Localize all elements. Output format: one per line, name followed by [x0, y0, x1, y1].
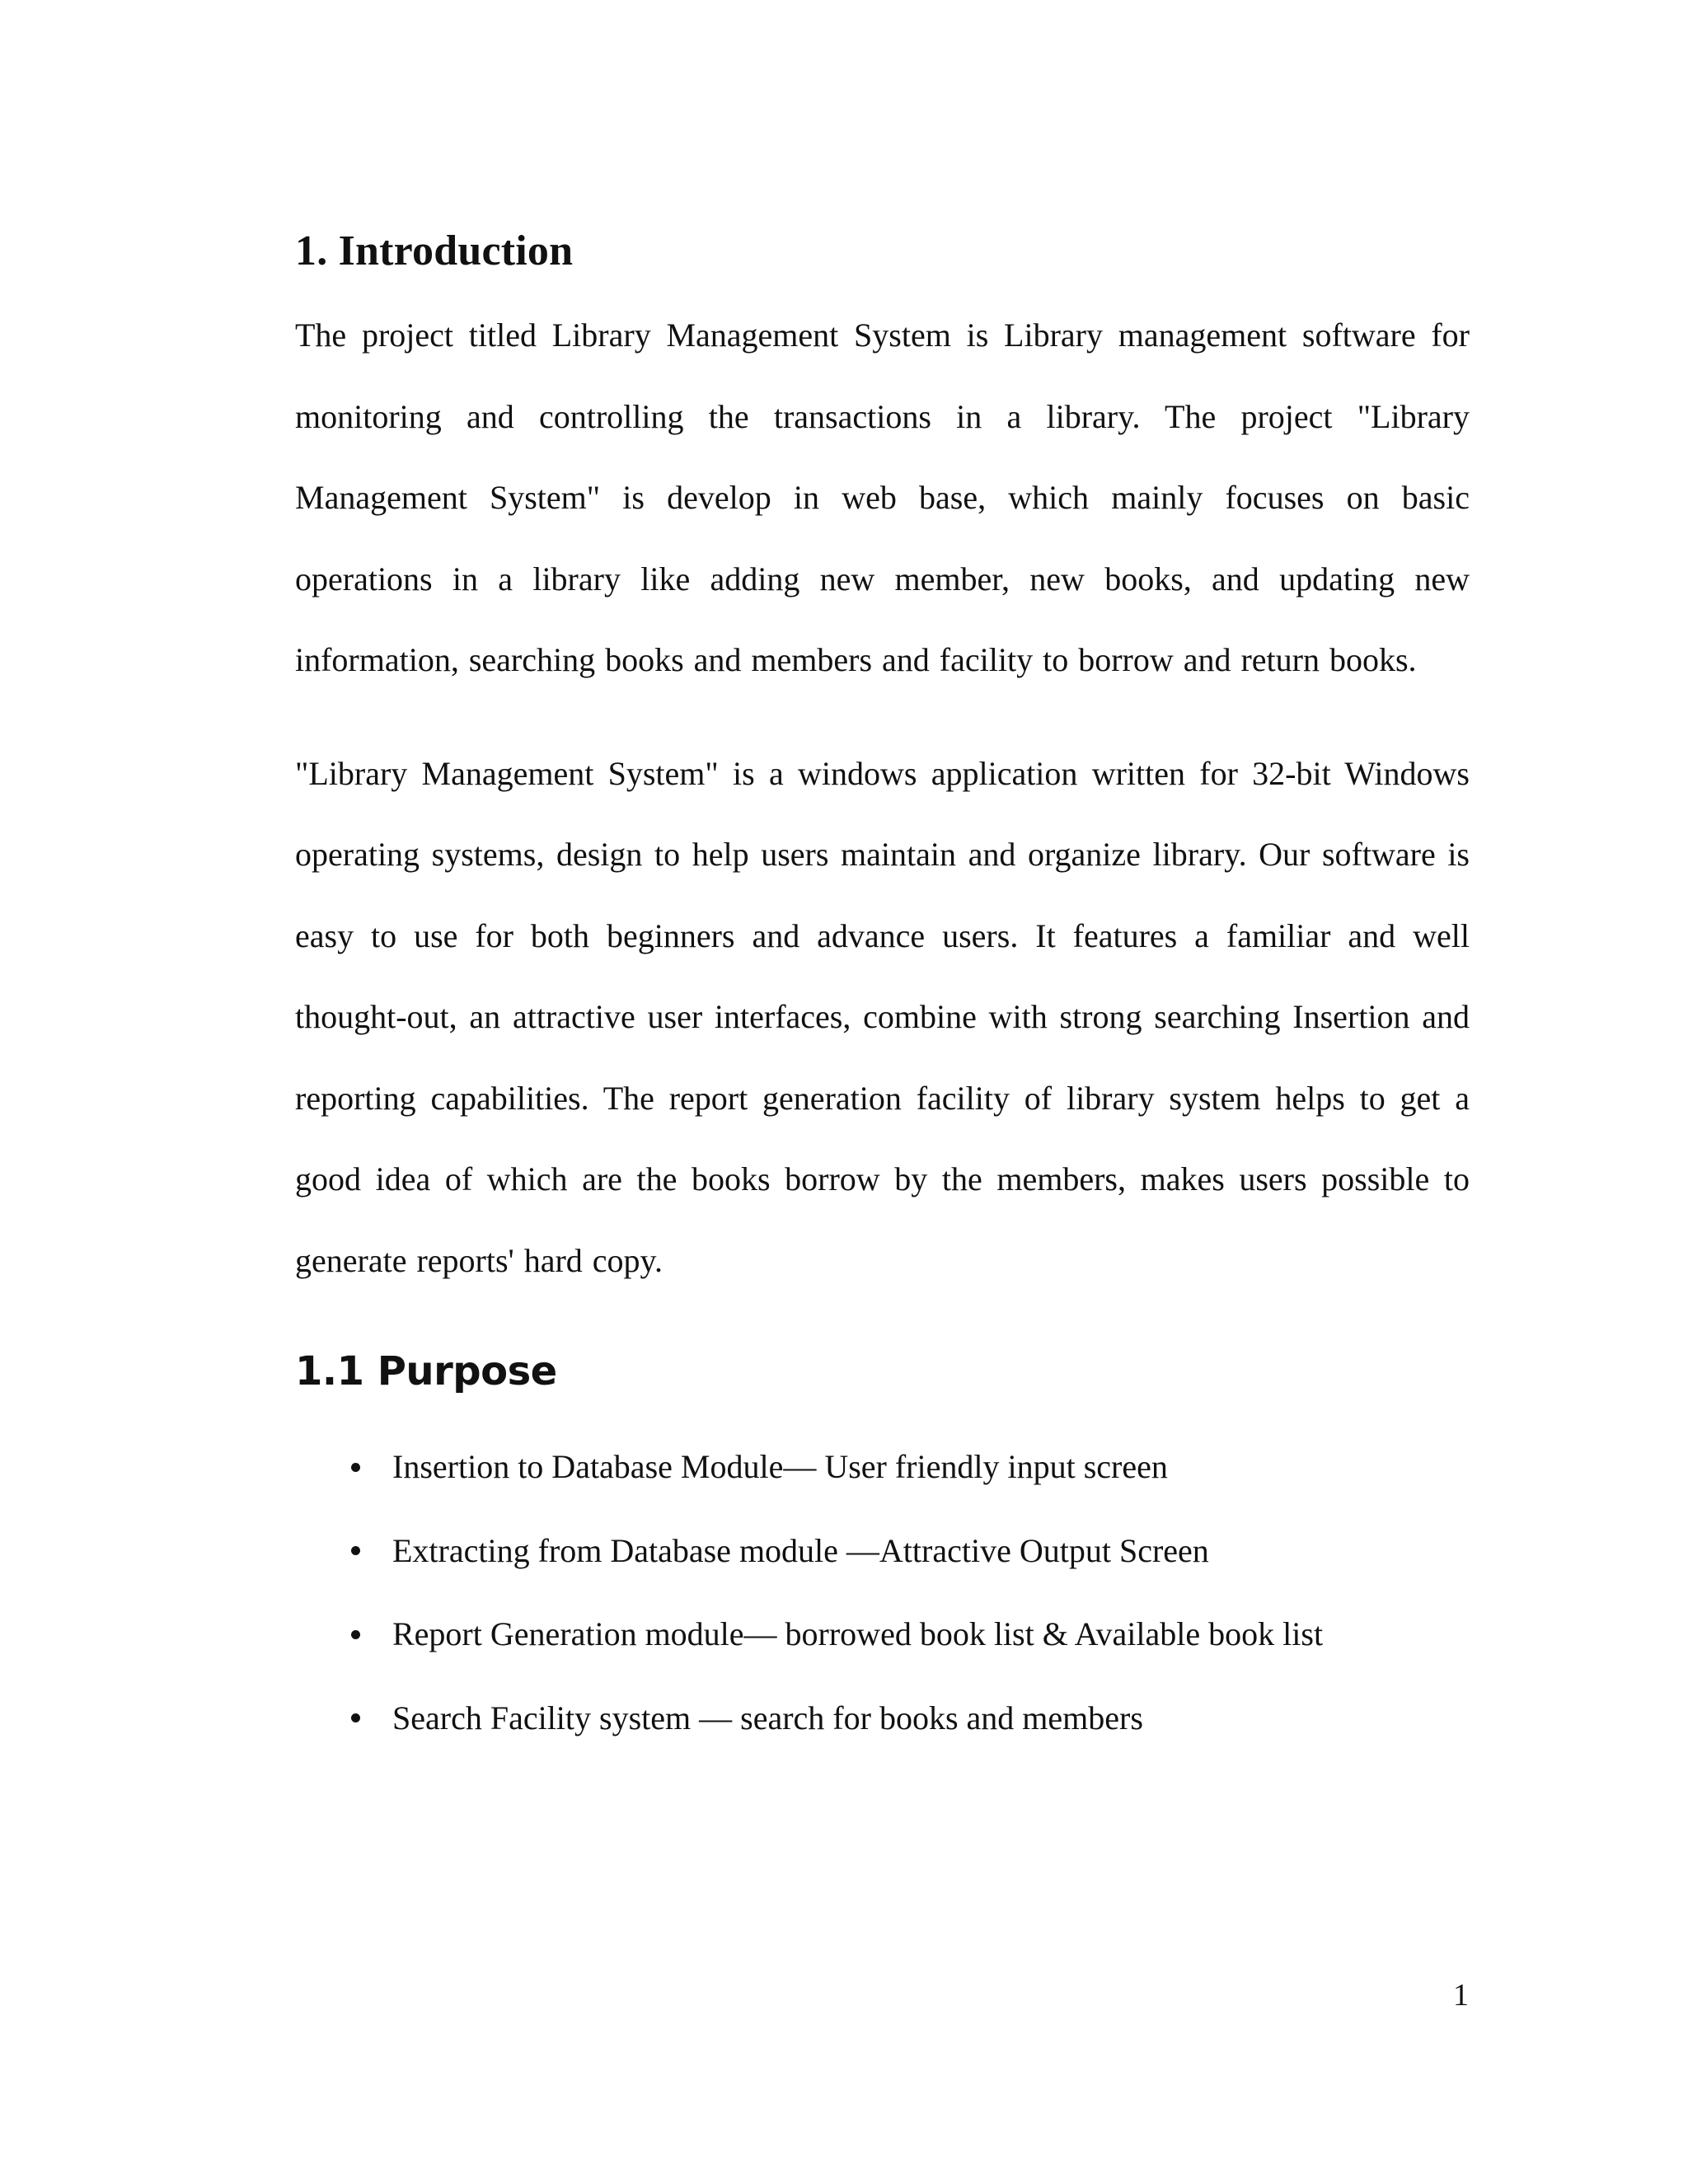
bullet-icon: [351, 1546, 360, 1555]
section-heading-introduction: 1. Introduction: [295, 227, 574, 274]
list-item: [295, 1509, 1470, 1593]
bullet-icon: [351, 1463, 360, 1472]
bullet-icon: [351, 1630, 360, 1639]
intro-paragraph-2: "Library Management System" is a windows application written for 32-bit Windows operating systems, design to help users maintain and organize library. Our software is easy to use for both beginners and advance users. It features a familiar and well thought-out, an attractive user interfaces, combine with strong searching Insertion and reporting capabilities. The report generation facility of library system helps to get a good idea of which are the books borrow by the members, makes users possible to generate reports' hard copy.: [295, 754, 1470, 1279]
list-item-text: Report Generation module— borrowed book list & Available book list: [392, 1615, 1324, 1652]
list-item-text: Insertion to Database Module— User friendly input screen: [392, 1448, 1168, 1485]
list-item: [295, 1676, 1470, 1760]
section-heading-purpose: 1.1 Purpose: [295, 1348, 557, 1394]
list-item: [295, 1592, 1470, 1676]
purpose-bullet-list: [295, 1425, 1470, 1760]
page-content: [295, 223, 1470, 1760]
list-item: [295, 1425, 1470, 1509]
list-item-text: Extracting from Database module —Attractive Output Screen: [392, 1531, 1209, 1569]
bullet-icon: [351, 1713, 360, 1722]
page-number: 1: [1453, 1978, 1469, 2013]
intro-paragraph-1: The project titled Library Management System is Library management software for monitoring and controlling the transactions in a library. The project "Library Management System" is develop in web base, which mainly focuses on basic operations in a library like adding new member, new books, and updating new information, searching books and members and facility to borrow and return books.: [295, 316, 1470, 678]
list-item-text: Search Facility system — search for books and members: [392, 1699, 1143, 1736]
